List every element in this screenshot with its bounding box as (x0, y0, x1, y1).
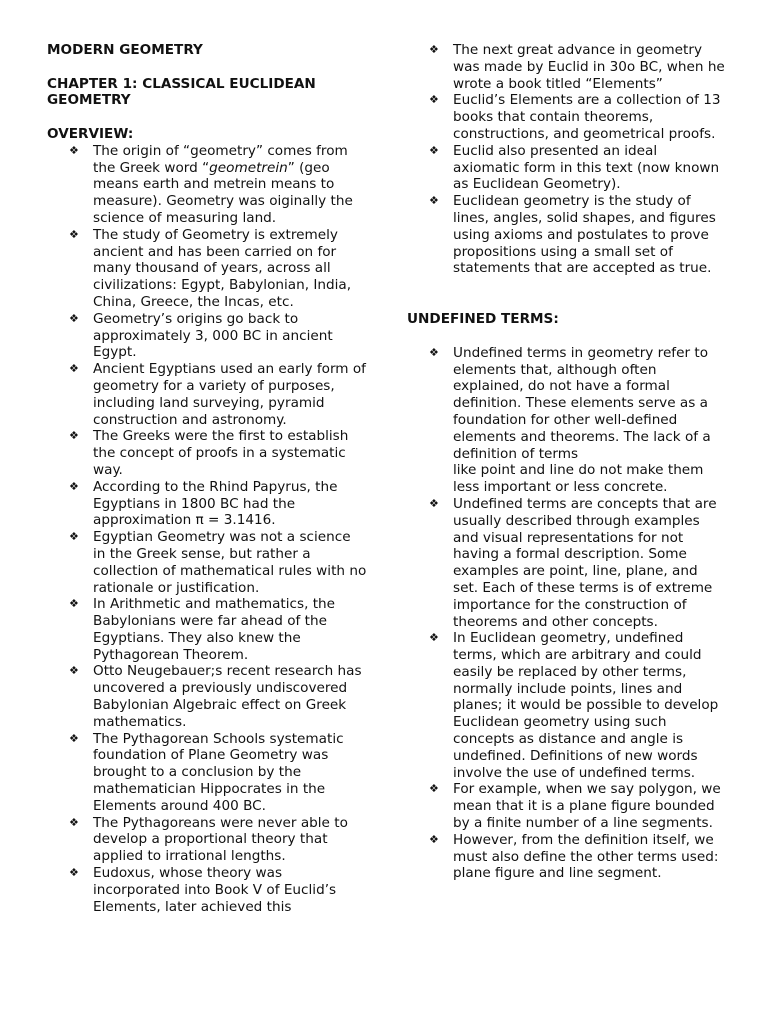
list-item-text: Undefined terms in geometry refer to elements that, although often explained, do not have a formal definition. These elements serve as a foundation for other well-defined elements and theorems. The lack of a definition of terms like point and line do not make them less important or less concrete. (453, 344, 711, 496)
list-item-text: Egyptian Geometry was not a science in the Greek sense, but rather a collection of mathematical rules with no rationale or justification. (93, 529, 367, 596)
list-item-text: Euclid’s Elements are a collection of 13 books that contain theorems, constructions, and geometrical proofs. (453, 92, 721, 142)
list-item (47, 361, 367, 428)
list-item (407, 832, 727, 882)
overview-list (47, 143, 367, 916)
list-item (407, 193, 727, 277)
list-item-text: The next great advance in geometry was made by Euclid in 30o BC, when he wrote a book titled “Elements” (453, 42, 725, 92)
diamond-bullet-icon: ❖ (429, 496, 439, 510)
diamond-bullet-icon: ❖ (69, 143, 79, 157)
list-item-text: The Pythagoreans were never able to develop a proportional theory that applied to irrational lengths. (93, 814, 348, 865)
list-item (47, 865, 367, 915)
diamond-bullet-icon: ❖ (429, 345, 439, 359)
euclid-list (407, 42, 727, 277)
chapter-heading: CHAPTER 1: CLASSICAL EUCLIDEAN GEOMETRY (47, 75, 316, 109)
list-item-text: The origin of “geometry” comes from the Greek word “geometrein” (geo means earth and metrein means to measure). Geometry was oiginally the science of measuring land. (93, 142, 353, 226)
list-item-text: Otto Neugebauer;s recent research has uncovered a previously undiscovered Babylonian Algebraic effect on Greek mathematics. (93, 663, 362, 730)
list-item-text: Euclidean geometry is the study of lines, angles, solid shapes, and figures using axioms and postulates to prove propositions using a small set of statements that are accepted as true. (453, 193, 716, 277)
list-item (47, 663, 367, 730)
list-item (47, 731, 367, 815)
diamond-bullet-icon: ❖ (429, 93, 439, 107)
list-item (47, 227, 367, 311)
left-column (47, 42, 367, 915)
list-item (407, 345, 727, 496)
diamond-bullet-icon: ❖ (429, 631, 439, 645)
list-item (407, 92, 727, 142)
diamond-bullet-icon: ❖ (69, 479, 79, 493)
diamond-bullet-icon: ❖ (69, 429, 79, 443)
list-item-text: In Euclidean geometry, undefined terms, which are arbitrary and could easily be replaced by other terms, normally include points, lines and planes; it would be possible to develop Euclidean geometry using such concepts as distance and angle is undefined. Definitions of new words involve the use of undefined terms. (453, 630, 719, 781)
list-item (47, 311, 367, 361)
diamond-bullet-icon: ❖ (69, 664, 79, 678)
diamond-bullet-icon: ❖ (69, 530, 79, 544)
right-column (407, 42, 727, 882)
list-item-text: Euclid also presented an ideal axiomatic form in this text (now known as Euclidean Geometry). (453, 142, 720, 193)
diamond-bullet-icon: ❖ (69, 866, 79, 880)
list-item (47, 529, 367, 596)
list-item (407, 143, 727, 193)
diamond-bullet-icon: ❖ (69, 731, 79, 745)
diamond-bullet-icon: ❖ (69, 227, 79, 241)
diamond-bullet-icon: ❖ (69, 362, 79, 376)
list-item-text: For example, when we say polygon, we mean that it is a plane figure bounded by a finite number of a line segments. (453, 781, 721, 832)
diamond-bullet-icon: ❖ (69, 311, 79, 325)
document-title: MODERN GEOMETRY (47, 42, 203, 58)
diamond-bullet-icon: ❖ (429, 832, 439, 846)
list-item (407, 630, 727, 781)
list-item (407, 781, 727, 831)
list-item (47, 596, 367, 663)
undefined-terms-heading: UNDEFINED TERMS: (407, 311, 559, 328)
list-item (47, 428, 367, 478)
list-item-text: The study of Geometry is extremely ancient and has been carried on for many thousand of years, across all civilizations: Egypt, Babylonian, India, China, Greece, the Incas, etc. (93, 226, 352, 310)
list-item-text: According to the Rhind Papyrus, the Egyptians in 1800 BC had the approximation π = 3.1416. (93, 478, 338, 529)
italic-term: geometrein (209, 159, 288, 176)
list-item (47, 479, 367, 529)
list-item-text: Undefined terms are concepts that are usually described through examples and visual representations for not having a formal description. Some examples are point, line, plane, and set. Each of these terms is of extreme importance for the construction of theorems and other concepts. (453, 495, 717, 630)
diamond-bullet-icon: ❖ (429, 194, 439, 208)
list-item-text: The Greeks were the first to establish the concept of proofs in a systematic way. (93, 428, 349, 478)
diamond-bullet-icon: ❖ (69, 815, 79, 829)
overview-heading: OVERVIEW: (47, 125, 134, 142)
diamond-bullet-icon: ❖ (429, 782, 439, 796)
list-item-text: Ancient Egyptians used an early form of geometry for a variety of purposes, including land surveying, pyramid construction and astronomy. (93, 361, 366, 428)
diamond-bullet-icon: ❖ (69, 597, 79, 611)
diamond-bullet-icon: ❖ (429, 43, 439, 56)
list-item-text: Eudoxus, whose theory was incorporated into Book V of Euclid’s Elements, later achieved this (93, 865, 337, 915)
list-item (47, 815, 367, 865)
list-item-text: Geometry’s origins go back to approximately 3, 000 BC in ancient Egypt. (93, 310, 333, 361)
list-item (47, 143, 367, 227)
diamond-bullet-icon: ❖ (429, 143, 439, 157)
list-item-text: In Arithmetic and mathematics, the Babylonians were far ahead of the Egyptians. They also knew the Pythagorean Theorem. (93, 596, 336, 663)
list-item-text: However, from the definition itself, we must also define the other terms used: plane figure and line segment. (453, 831, 719, 882)
list-item (407, 496, 727, 630)
list-item-text: The Pythagorean Schools systematic foundation of Plane Geometry was brought to a conclusion by the mathematician Hippocrates in the Elements around 400 BC. (93, 730, 344, 814)
undefined-terms-list (407, 345, 727, 883)
list-item (407, 42, 727, 92)
